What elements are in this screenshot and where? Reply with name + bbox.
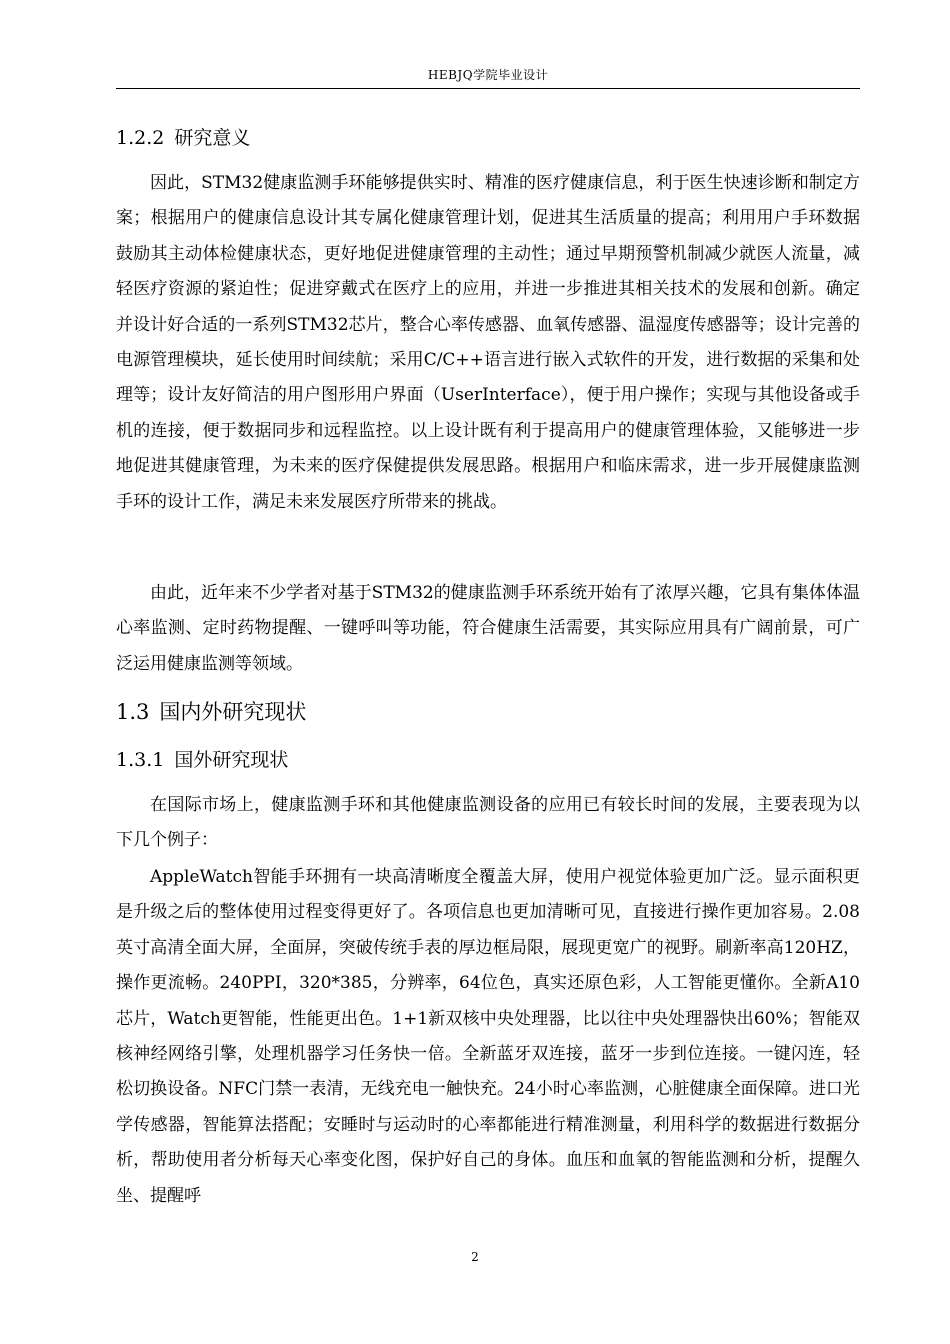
paragraph-applewatch: AppleWatch智能手环拥有一块高清晰度全覆盖大屏，使用户视觉体验更加广泛。显示面积更是升级之后的整体使用过程变得更好了。各项信息也更加清晰可见，直接进行操作更加容易。2.08英寸高清全面大屏，全面屏，突破传统手表的厚边框局限，展现更宽广的视野。刷新率高120HZ，操作更流畅。240PPI，320*385，分辨率，64位色，真实还原色彩，人工智能更懂你。全新A10芯片，Watch更智能，性能更出色。1+1新双核中央处理器，比以往中央处理器快出60%；智能双核神经网络引擎，处理机器学习任务快一倍。全新蓝牙双连接，蓝牙一步到位连接。一键闪连，轻松切换设备。NFC门禁一表清，无线充电一触快充。24小时心率监测，心脏健康全面保障。进口光学传感器，智能算法搭配；安睡时与运动时的心率都能进行精准测量，利用科学的数据进行数据分析，帮助使用者分析每天心率变化图，保护好自己的身体。血压和血氧的智能监测和分析，提醒久坐、提醒呼 (116, 867, 860, 1206)
paragraph-international-market: 在国际市场上，健康监测手环和其他健康监测设备的应用已有较长时间的发展，主要表现为以下几个例子： (116, 795, 860, 851)
section-title: 国内外研究现状 (159, 700, 307, 724)
running-header: HEBJQ学院毕业设计 (427, 68, 549, 82)
paragraph-recent-interest: 由此，近年来不少学者对基于STM32的健康监测手环系统开始有了浓厚兴趣，它具有集体体温心率监测、定时药物提醒、一键呼叫等功能，符合健康生活需要，其实际应用具有广阔前景，可广泛运用健康监测等领域。 (116, 583, 860, 674)
header-rule (116, 88, 860, 89)
section-title: 国外研究现状 (174, 749, 289, 771)
page-number: 2 (471, 1250, 479, 1264)
section-title: 研究意义 (174, 127, 251, 149)
section-heading-1-3-1 (116, 748, 288, 772)
section-heading-1-2-2 (116, 126, 250, 150)
section-heading-1-3 (116, 699, 306, 725)
section-number: 1.3 (116, 700, 150, 724)
section-number: 1.2.2 (116, 127, 165, 149)
paragraph-research-significance: 因此，STM32健康监测手环能够提供实时、精准的医疗健康信息，利于医生快速诊断和制定方案；根据用户的健康信息设计其专属化健康管理计划，促进其生活质量的提高；利用用户手环数据鼓励其主动体检健康状态，更好地促进健康管理的主动性；通过早期预警机制减少就医人流量，减轻医疗资源的紧迫性；促进穿戴式在医疗上的应用，并进一步推进其相关技术的发展和创新。确定并设计好合适的一系列STM32芯片，整合心率传感器、血氧传感器、温湿度传感器等；设计完善的电源管理模块，延长使用时间续航；采用C/C++语言进行嵌入式软件的开发，进行数据的采集和处理等；设计友好简洁的用户图形用户界面（UserInterface），便于用户操作；实现与其他设备或手机的连接，便于数据同步和远程监控。以上设计既有利于提高用户的健康管理体验，又能够进一步地促进其健康管理，为未来的医疗保健提供发展思路。根据用户和临床需求，进一步开展健康监测手环的设计工作，满足未来发展医疗所带来的挑战。 (116, 173, 860, 512)
section-number: 1.3.1 (116, 749, 165, 771)
